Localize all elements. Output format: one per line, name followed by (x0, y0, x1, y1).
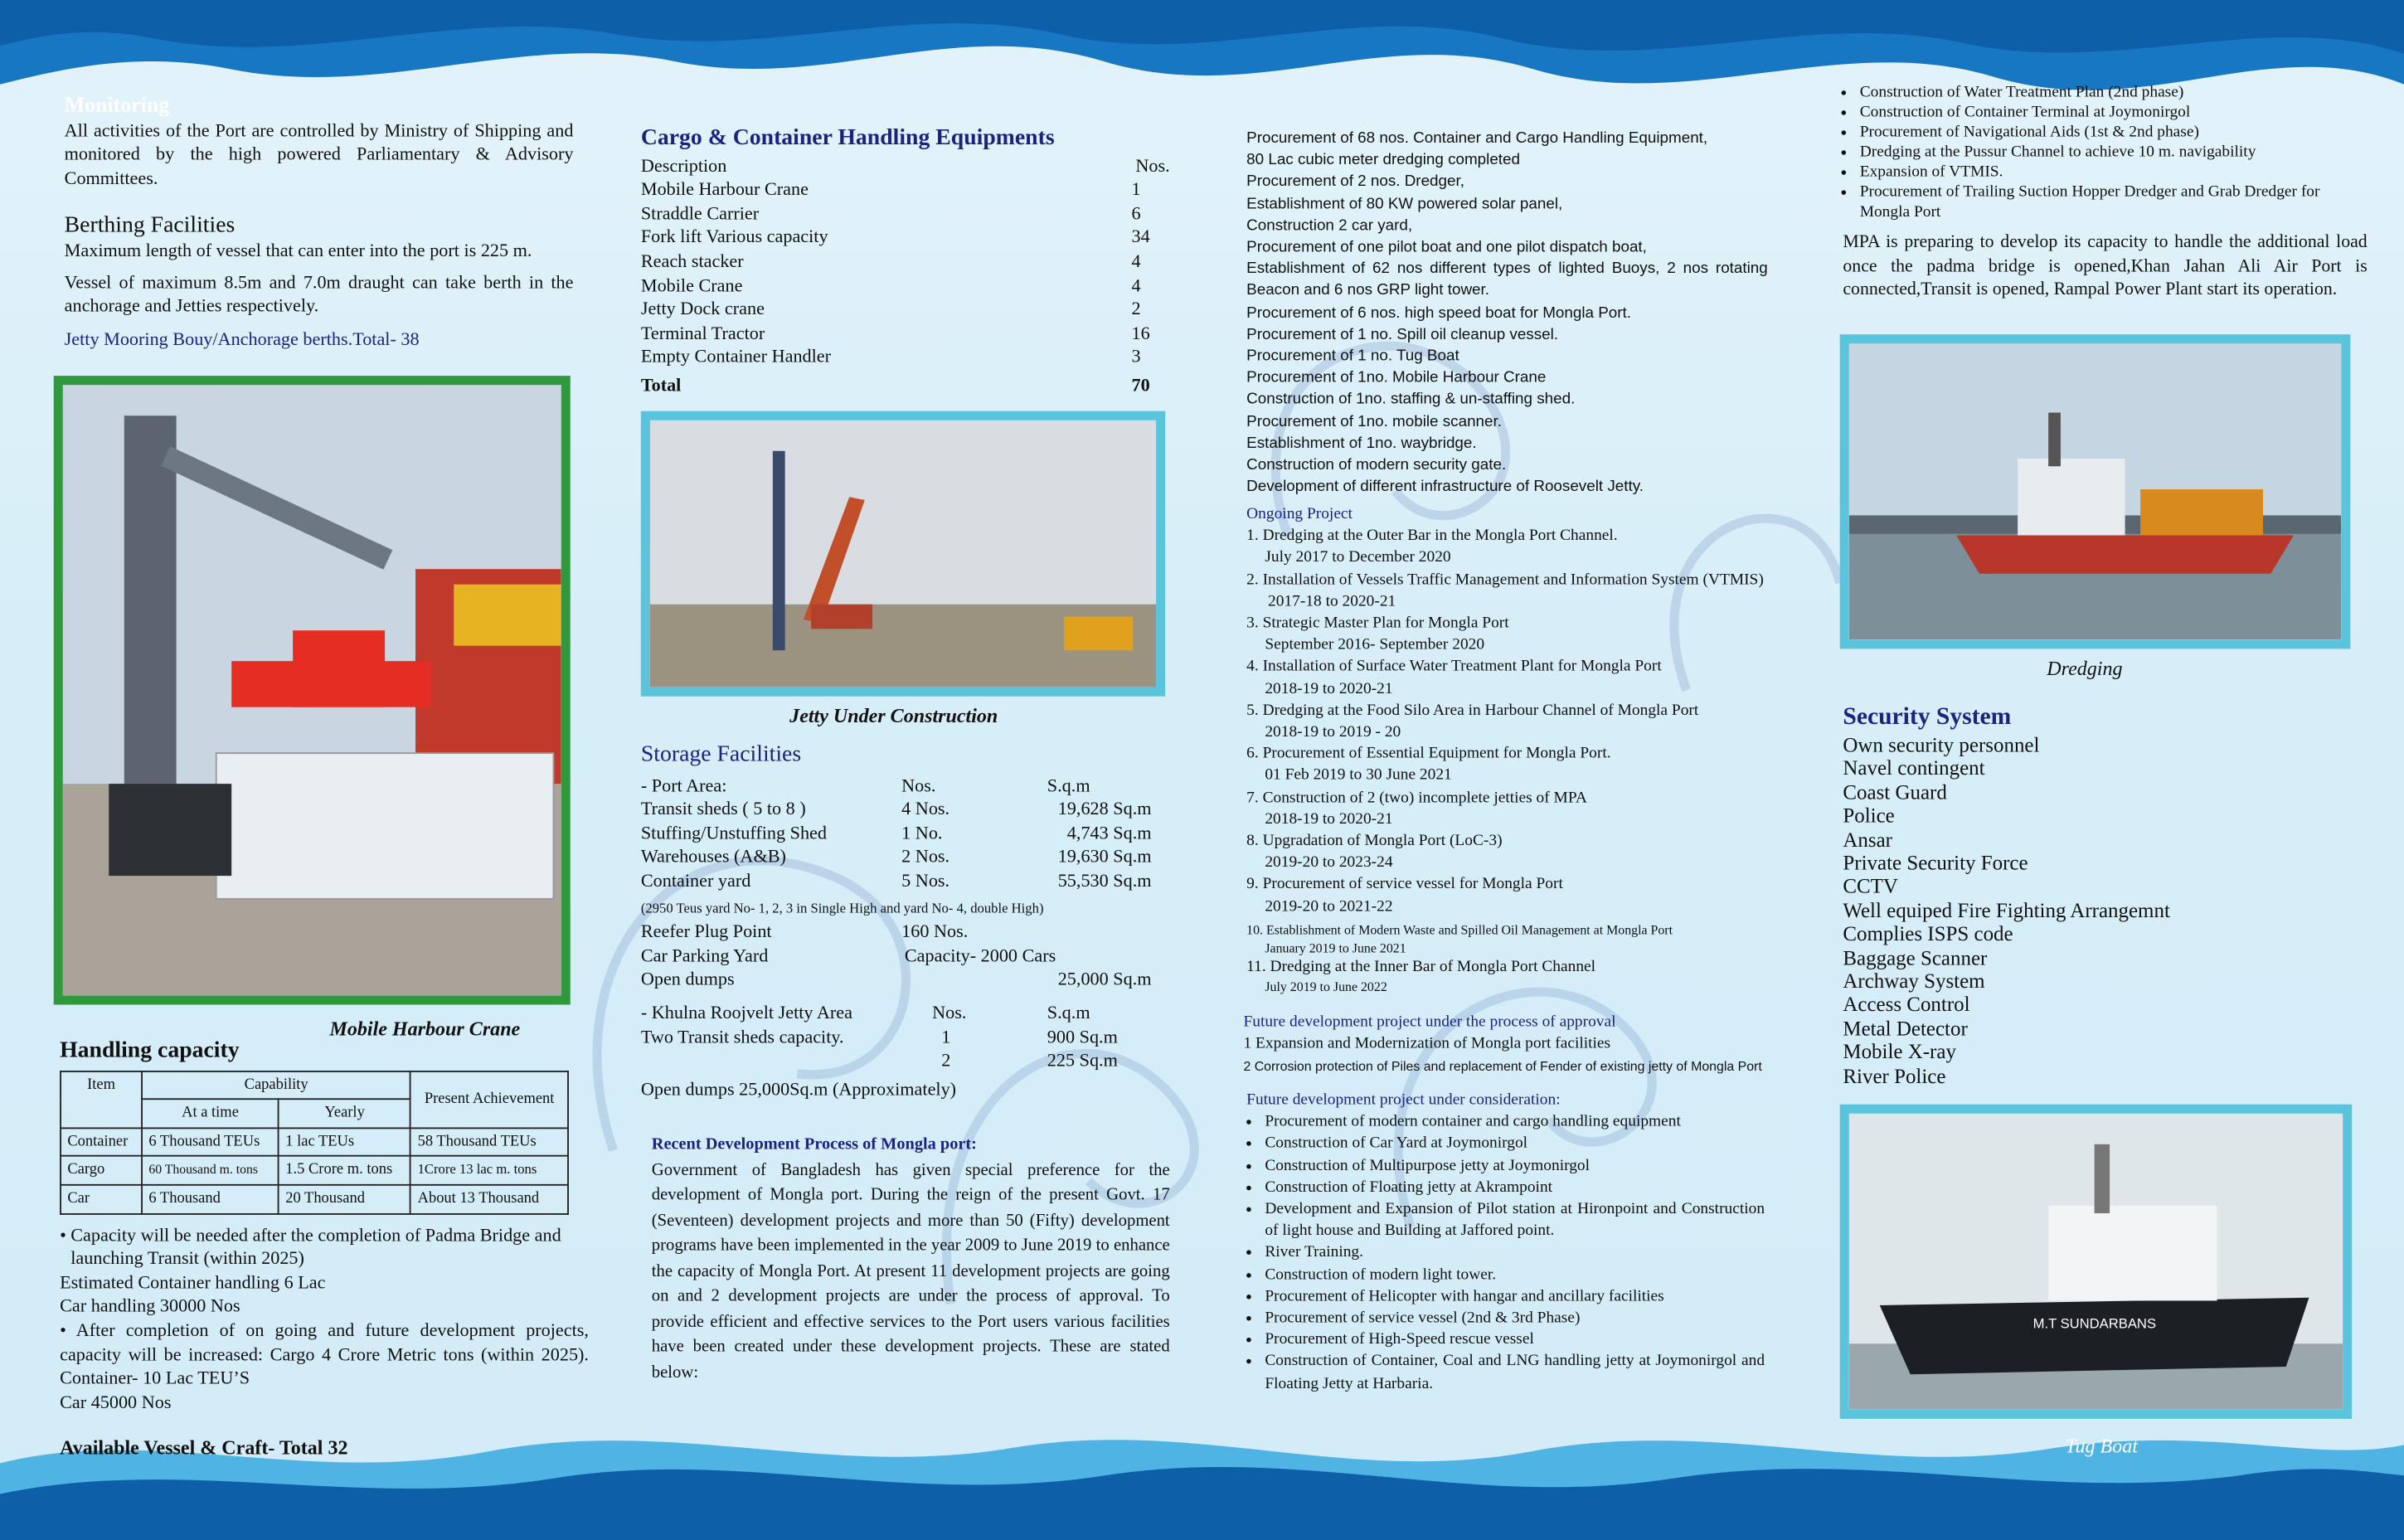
list-item: • Expansion of VTMIS. (1860, 163, 2371, 182)
recent-section (652, 1132, 1170, 1385)
list-item: • Construction of Floating jetty at Akrampoint (1265, 1178, 1765, 1199)
eq-nos: 4 (1131, 274, 1141, 296)
reefer-row (641, 921, 1170, 945)
table-row (61, 1128, 568, 1156)
list-item: Coast Guard (1843, 780, 1947, 804)
port-area-label: - Port Area: (640, 774, 727, 796)
storage-name: Stuffing/Unstuffing Shed (640, 821, 827, 843)
project-title: 2. Installation of Vessels Traffic Management and Information System (VTMIS) (1246, 571, 1764, 589)
equipment-total (641, 374, 1170, 398)
col4-list (1842, 83, 2371, 222)
project-title: 10. Establishment of Modern Waste and Spilled Oil Management at Mongla Port (1246, 921, 1673, 937)
berthing-length: Maximum length of vessel that can enter into the port is 225 m. (64, 239, 532, 261)
list-item: Establishment of 1no. waybridge. (1246, 435, 1477, 453)
table-row (61, 1185, 568, 1213)
project-date: July 2017 to December 2020 (1265, 549, 1451, 567)
list-item: Police (1843, 804, 1895, 828)
berthing-jetty: Jetty Mooring Bouy/Anchorage berths.Total- 38 (64, 328, 420, 350)
berthing-draught: Vessel of maximum 8.5m and 7.0m draught can take berth in the anchorage and Jetties respectively. (64, 270, 574, 317)
list-item: Well equiped Fire Fighting Arrangemnt (1843, 898, 2170, 922)
list-item: • Procurement of High-Speed rescue vessel (1265, 1330, 1765, 1352)
eq-name: Mobile Crane (640, 274, 743, 296)
storage-nos: 5 Nos. (901, 869, 950, 891)
eq-nos: 34 (1131, 226, 1150, 248)
vessels-total: Available Vessel & Craft- Total 32 (60, 1436, 348, 1460)
mpa-text: MPA is preparing to develop its capacity to handle the additional load once the padma bridge is opened,Khan Jahan Ali Air Port is connected,Transit is opened, Rampal Power Plant start its operation. (1843, 230, 2368, 300)
consideration-list (1246, 1112, 1765, 1396)
dredging-photo (1840, 334, 2351, 649)
project-date: 2018-19 to 2019 - 20 (1265, 724, 1401, 741)
list-item: • Procurement of Trailing Suction Hopper Dredger and Grab Dredger for Mongla Port (1860, 182, 2371, 222)
list-item: Construction of modern security gate. (1246, 457, 1507, 474)
equipment-header (641, 154, 1170, 178)
storage-area: 19,628 Sq.m (1057, 798, 1152, 820)
dredging-image (1849, 343, 2341, 639)
list-item (1246, 919, 1775, 958)
list-item: 1 Expansion and Modernization of Mongla port facilities (1243, 1035, 1611, 1052)
list-item: • Dredging at the Pussur Channel to achieve 10 m. navigability (1860, 143, 2371, 163)
open-dumps-2: Open dumps 25,000Sq.m (Approximately) (640, 1077, 957, 1100)
list-item (1246, 614, 1775, 658)
eq-name: Mobile Harbour Crane (640, 177, 809, 200)
list-item: Baggage Scanner (1843, 945, 1988, 969)
parking-value: Capacity- 2000 Cars (904, 944, 1056, 966)
nos-label: Nos. (1135, 154, 1170, 176)
khulna-label: - Khulna Roojvelt Jetty Area (640, 1001, 852, 1023)
list-item (641, 178, 1170, 202)
list-item: Procurement of 2 nos. Dredger, (1246, 173, 1464, 192)
project-date: 2017-18 to 2020-21 (1268, 593, 1396, 610)
storage-name: Container yard (640, 869, 751, 891)
project-date: July 2019 to June 2022 (1265, 979, 1387, 995)
project-date: 2018-19 to 2020-21 (1265, 680, 1393, 697)
project-date: 2019-20 to 2023-24 (1265, 854, 1393, 872)
col-capability: Capability (142, 1071, 410, 1099)
khulna-header (641, 1002, 1170, 1026)
consideration-heading: Future development project under consideration: (1246, 1091, 1561, 1110)
list-item: Establishment of 62 nos different types of lighted Buoys, 2 nos rotating Beacon and 6 nos GRP light tower. (1246, 260, 1768, 300)
list-item: • Construction of Car Yard at Joymonirgol (1265, 1134, 1765, 1156)
ongoing-section (1246, 505, 1775, 996)
eq-name: Reach stacker (640, 250, 744, 272)
berthing-heading: Berthing Facilities (64, 213, 236, 238)
list-item (1246, 875, 1775, 919)
cell-at: 60 Thousand m. tons (142, 1156, 279, 1184)
handling-bullet-1: • Capacity will be needed after the completion of Padma Bridge and launching Transit (within 2025) (60, 1223, 589, 1271)
list-item: Procurement of 68 nos. Container and Cargo Handling Equipment, (1246, 130, 1708, 148)
monitoring-text: All activities of the Port are controlled by Ministry of Shipping and monitored by the high powered Parliamentary & Advisory Committees. (64, 119, 574, 189)
list-item: Complies ISPS code (1843, 922, 2013, 945)
col4-list-section (1842, 83, 2371, 222)
consideration-section (1246, 1091, 1765, 1396)
col-item: Item (61, 1071, 142, 1128)
tug-caption: Tug Boat (2065, 1434, 2138, 1458)
eq-name: Fork lift Various capacity (640, 226, 828, 248)
project-date: 2019-20 to 2021-22 (1265, 898, 1393, 916)
list-item (641, 298, 1170, 322)
cell-yearly: 1.5 Crore m. tons (279, 1156, 410, 1184)
cell-item: Container (61, 1128, 142, 1156)
cell-item: Cargo (61, 1156, 142, 1184)
storage-nos: 1 No. (901, 821, 943, 843)
approval-section (1243, 1013, 1780, 1077)
security-section (1843, 702, 2364, 1087)
est-container: Estimated Container handling 6 Lac (60, 1270, 326, 1293)
list-item (641, 250, 1170, 274)
storage-name: Transit sheds ( 5 to 8 ) (640, 798, 806, 820)
bullet-text: Capacity will be needed after the completion of Padma Bridge and launching Transit (within 2025) (70, 1223, 561, 1269)
dredging-caption: Dredging (2047, 656, 2123, 680)
project-title: 3. Strategic Master Plan for Mongla Port (1246, 615, 1509, 633)
list-item: • Procurement of modern container and cargo handling equipment (1265, 1112, 1765, 1134)
list-item: Development of different infrastructure of Roosevelt Jetty. (1246, 479, 1644, 496)
storage-nos: 2 Nos. (901, 845, 950, 867)
tug-name-text: M.T SUNDARBANS (2032, 1315, 2157, 1332)
list-item: Procurement of 1no. mobile scanner. (1246, 413, 1502, 431)
reefer-value: 160 Nos. (901, 921, 969, 942)
list-item: Procurement of 6 nos. high speed boat for Mongla Port. (1246, 304, 1631, 322)
list-item: • Construction of Container, Coal and LNG handling jetty at Joymonirgol and Floating Jetty at Harbaria. (1265, 1352, 1765, 1396)
cell-yearly: 1 lac TEUs (279, 1128, 410, 1156)
table-row (61, 1156, 568, 1184)
list-item (641, 846, 1170, 870)
jetty-photo (641, 411, 1165, 697)
cell-present: 58 Thousand TEUs (410, 1128, 568, 1156)
jetty-caption: Jetty Under Construction (789, 703, 998, 727)
storage-header (641, 774, 1170, 798)
cell-present: 1Crore 13 lac m. tons (410, 1156, 568, 1184)
list-item: Access Control (1843, 993, 1970, 1017)
list-item (641, 202, 1170, 226)
list-item (641, 322, 1170, 346)
list-item: • Construction of Water Treatment Plan (2nd phase) (1860, 83, 2371, 103)
project-title: 6. Procurement of Essential Equipment for Mongla Port. (1246, 746, 1611, 763)
eq-name: Jetty Dock crane (640, 298, 765, 320)
list-item: Procurement of 1 no. Spill oil cleanup vessel. (1246, 326, 1559, 343)
khulna-sqm: S.q.m (1047, 1001, 1090, 1023)
list-item: Private Security Force (1843, 851, 2028, 875)
list-item (641, 798, 1170, 822)
project-title: 9. Procurement of service vessel for Mongla Port (1246, 876, 1563, 894)
khulna-row-2 (641, 1049, 1170, 1073)
project-date: January 2019 to June 2021 (1265, 940, 1406, 956)
parking-row (641, 945, 1170, 969)
storage-nos: 4 Nos. (901, 798, 950, 820)
project-date: 01 Feb 2019 to 30 June 2021 (1265, 767, 1452, 785)
eq-nos: 4 (1131, 250, 1141, 272)
mobile-crane-image (63, 385, 561, 995)
total-value: 70 (1131, 374, 1150, 396)
monitoring-heading: Monitoring (64, 95, 170, 119)
recent-text: Government of Bangladesh has given special preference for the development of Mongla port. During the reign of the present Govt. 17 (Seventeen) development projects and more than 50 (Fifty) development programs have been implemented in the year 2009 to June 2019 to enhance the capacity of Mongla Port. At present 11 development projects are going on and 2 development projects are under the process of approval. To provide efficient and effective services to the Port users various facilities have been created under these development projects. These are stated below: (651, 1160, 1170, 1382)
open-value: 25,000 Sq.m (1057, 968, 1152, 990)
cell-at: 6 Thousand (142, 1185, 279, 1213)
monitoring-section (65, 95, 574, 191)
list-item: Ansar (1843, 828, 1893, 851)
list-item: CCTV (1843, 875, 1898, 898)
equipment-section (640, 125, 1170, 399)
nos-label: Nos. (901, 774, 936, 796)
parking-label: Car Parking Yard (640, 944, 769, 966)
list-item (641, 226, 1170, 250)
equipment-heading: Cargo & Container Handling Equipments (640, 125, 1055, 151)
list-item: Navel contingent (1843, 756, 1985, 780)
two-n2: 2 (941, 1049, 951, 1071)
cell-present: About 13 Thousand (410, 1185, 568, 1213)
project-title: 5. Dredging at the Food Silo Area in Harbour Channel of Mongla Port (1246, 702, 1699, 720)
list-item: • Construction of Multipurpose jetty at Joymonirgol (1265, 1156, 1765, 1178)
cell-item: Car (61, 1185, 142, 1213)
list-item (641, 870, 1170, 894)
project-title: 11. Dredging at the Inner Bar of Mongla Port Channel (1246, 959, 1596, 976)
storage-name: Warehouses (A&B) (640, 845, 786, 867)
khulna-nos: Nos. (932, 1001, 967, 1023)
storage-area: 4,743 Sq.m (1066, 821, 1152, 843)
list-item: River Police (1843, 1064, 1946, 1087)
storage-section (641, 744, 1170, 1102)
list-item: • River Training. (1265, 1243, 1765, 1265)
project-date: 2018-19 to 2020-21 (1265, 811, 1393, 828)
list-item (1246, 570, 1775, 614)
cell-at: 6 Thousand TEUs (142, 1128, 279, 1156)
crane-caption: Mobile Harbour Crane (329, 1017, 521, 1041)
list-item (1246, 832, 1775, 876)
list-item: Procurement of 1no. Mobile Harbour Crane (1246, 370, 1547, 387)
list-item (641, 346, 1170, 370)
list-item: Procurement of one pilot boat and one pilot dispatch boat, (1246, 239, 1647, 256)
list-item (641, 822, 1170, 846)
eq-nos: 1 (1131, 177, 1141, 200)
eq-name: Empty Container Handler (640, 345, 832, 367)
teus-note: (2950 Teus yard No- 1, 2, 3 in Single High and yard No- 4, double High) (640, 899, 1044, 916)
project-title: 1. Dredging at the Outer Bar in the Mongla Port Channel. (1246, 527, 1618, 545)
list-item: Archway System (1843, 969, 1985, 993)
list-item: • Procurement of service vessel (2nd & 3rd Phase) (1265, 1309, 1765, 1330)
list-item (1246, 701, 1775, 745)
list-item (1246, 957, 1775, 996)
recent-heading: Recent Development Process of Mongla port: (651, 1134, 977, 1154)
tug-boat-photo (1840, 1105, 2353, 1419)
eq-nos: 16 (1131, 321, 1150, 343)
list-item (1246, 788, 1775, 832)
list-item: Construction 2 car yard, (1246, 217, 1413, 235)
list-item: • Development and Expansion of Pilot station at Hironpoint and Construction of light house and Building at Jaffored point. (1265, 1199, 1765, 1243)
eq-nos: 6 (1131, 202, 1141, 224)
list-item: Establishment of 80 KW powered solar panel, (1246, 196, 1563, 213)
list-item: Own security personnel (1843, 733, 2040, 756)
list-item: 80 Lac cubic meter dredging completed (1246, 152, 1520, 169)
list-item: Mobile X-ray (1843, 1040, 1956, 1064)
eq-name: Straddle Carrier (640, 202, 760, 224)
project-title: 8. Upgradation of Mongla Port (LoC-3) (1246, 833, 1503, 850)
khulna-row-1 (641, 1026, 1170, 1050)
tug-boat-image (1849, 1114, 2343, 1410)
list-item: Procurement of 1 no. Tug Boat (1246, 347, 1459, 366)
security-heading: Security System (1843, 703, 2012, 731)
eq-nos: 2 (1131, 298, 1141, 320)
storage-heading: Storage Facilities (640, 742, 802, 767)
sqm-label: S.q.m (1047, 774, 1090, 796)
reefer-label: Reefer Plug Point (640, 921, 772, 942)
storage-area: 19,630 Sq.m (1057, 845, 1152, 867)
list-item (1246, 744, 1775, 788)
list-item (641, 274, 1170, 298)
open-label: Open dumps (640, 968, 735, 990)
desc-label: Description (640, 154, 727, 176)
list-item (1246, 657, 1775, 701)
list-item: • Construction of Container Terminal at Joymonirgol (1860, 103, 2371, 123)
handling-section (60, 1040, 589, 1460)
col-present: Present Achievement (410, 1071, 568, 1128)
ongoing-heading: Ongoing Project (1246, 506, 1353, 523)
berthing-section (65, 211, 574, 352)
list-item: • Procurement of Helicopter with hangar and ancillary facilities (1265, 1286, 1765, 1308)
handling-heading: Handling capacity (60, 1038, 240, 1063)
project-date: September 2016- September 2020 (1265, 636, 1485, 654)
open-dumps-row (641, 969, 1170, 993)
two-n1: 1 (941, 1025, 951, 1047)
approval-heading: Future development project under the process of approval (1243, 1013, 1616, 1031)
eq-nos: 3 (1131, 345, 1141, 367)
eq-name: Terminal Tractor (640, 321, 765, 343)
procurement-list (1246, 129, 1768, 499)
list-item: Construction of 1no. staffing & un-staffing shed. (1246, 391, 1576, 409)
col-at-a-time: At a time (142, 1100, 279, 1128)
mobile-crane-photo (54, 376, 571, 1004)
handling-table (60, 1070, 569, 1214)
list-item (1246, 527, 1775, 571)
col-yearly: Yearly (279, 1100, 410, 1128)
two-label: Two Transit sheds capacity. (640, 1025, 844, 1047)
jetty-image (650, 420, 1156, 687)
two-a1: 900 Sq.m (1047, 1025, 1118, 1047)
project-title: 4. Installation of Surface Water Treatment Plant for Mongla Port (1246, 658, 1662, 676)
list-item: • Procurement of Navigational Aids (1st & 2nd phase) (1860, 123, 2371, 143)
project-title: 7. Construction of 2 (two) incomplete jetties of MPA (1246, 789, 1587, 807)
list-item: 2 Corrosion protection of Piles and replacement of Fender of existing jetty of Mongla Port (1243, 1058, 1762, 1074)
list-item: Metal Detector (1843, 1017, 1968, 1040)
est-car: Car handling 30000 Nos (60, 1295, 240, 1317)
list-item: • Construction of modern light tower. (1265, 1265, 1765, 1286)
storage-area: 55,530 Sq.m (1057, 869, 1152, 891)
car-capacity: Car 45000 Nos (60, 1391, 172, 1412)
cell-yearly: 20 Thousand (279, 1185, 410, 1213)
total-label: Total (640, 374, 682, 396)
two-a2: 225 Sq.m (1047, 1049, 1118, 1071)
handling-bullet-2: • After completion of on going and future development projects, capacity will be increased: Cargo 4 Crore Metric tons (within 2025). Container- 10 Lac TEU’S (60, 1319, 589, 1389)
